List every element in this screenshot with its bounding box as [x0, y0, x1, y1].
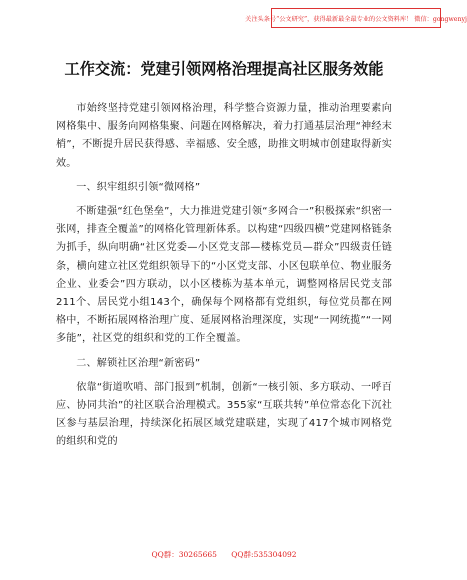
intro-paragraph: 市始终坚持党建引领网格治理，科学整合资源力量，推动治理要素向网格集中、服务向网格集聚、问题在网格解决，着力打通基层治理“神经末梢”，不断提升居民获得感、幸福感、安全感，助推文明城市创建取得新实效。: [56, 103, 392, 169]
section-heading: 二、解锁社区治理“新密码”: [76, 357, 201, 369]
document-title: 工作交流：党建引领网格治理提高社区服务效能: [64, 60, 384, 78]
promo-text: 关注头条号“公文研究”，获得最新最全最专业的公文资料库！ 微信：gongwenyj: [245, 15, 467, 23]
promo-banner: [245, 8, 467, 28]
body-paragraph: 依靠“街道吹哨、部门报到”机制，创新“一核引领、多方联动、一呼百应、协同共治”的社区联合治理模式。355家“互联共转”单位常态化下沉社区参与基层治理，持续深化拓展区域党建联建，实现了417个城市网格党的组织和党的: [56, 381, 392, 448]
section-heading: 一、织牢组织引领“微网格”: [76, 181, 201, 193]
document-body: [56, 100, 392, 452]
body-paragraph: 不断建强“红色堡垒”，大力推进党建引领“多网合一”积极探索“织密一张网，排查全覆盖”的网格化管理新体系。以构建“四级四横”党建网格链条为抓手，纵向明确“社区党委—小区党支部—楼栋党员—群众”四级责任链条，横向建立社区党组织领导下的“小区党支部、小区包联单位、物业服务企业、业委会”四方联动，以小区楼栋为基本单元，调整网格居民党支部211个、居民党小组143个，确保每个网格都有党组织，每位党员都在网格中，不断拓展网格治理广度、延展网格治理深度，实现“一网统揽”“一网多能”，社区党的组织和党的工作全覆盖。: [56, 206, 392, 345]
footer-contact: QQ群：30265665 QQ群:535304092: [151, 550, 297, 559]
